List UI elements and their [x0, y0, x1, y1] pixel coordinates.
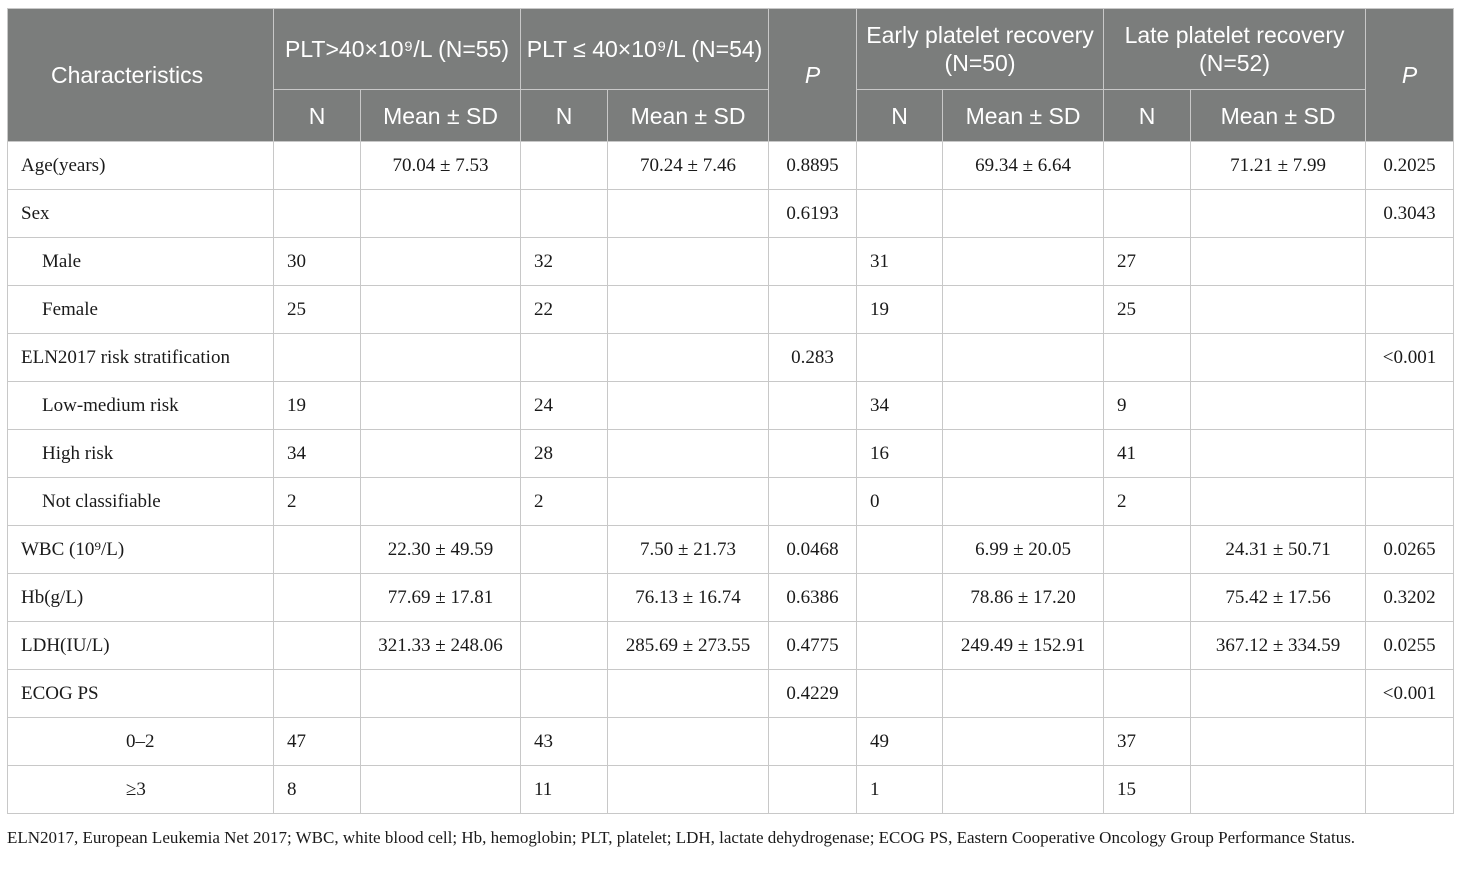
table-cell: 69.34 ± 6.64 [943, 142, 1104, 190]
table-cell: 0.0255 [1366, 622, 1454, 670]
table-cell [274, 190, 361, 238]
header-characteristics: Characteristics [8, 9, 274, 142]
table-cell [857, 526, 943, 574]
table-cell: 0.283 [769, 334, 857, 382]
table-row [8, 718, 1454, 766]
header-n: N [1104, 90, 1191, 142]
table-row [8, 334, 1454, 382]
table-cell [1191, 382, 1366, 430]
table-cell: 75.42 ± 17.56 [1191, 574, 1366, 622]
table-cell [1366, 286, 1454, 334]
header-mean-sd: Mean ± SD [1191, 90, 1366, 142]
table-cell: 19 [857, 286, 943, 334]
table-cell [608, 430, 769, 478]
table-cell: 0.0265 [1366, 526, 1454, 574]
table-cell: 19 [274, 382, 361, 430]
table-cell [274, 622, 361, 670]
characteristics-table [7, 8, 1454, 814]
table-cell [608, 286, 769, 334]
table-cell [361, 718, 521, 766]
table-cell: 34 [274, 430, 361, 478]
row-label: 0–2 [8, 718, 274, 766]
table-cell [1366, 766, 1454, 814]
table-cell: 321.33 ± 248.06 [361, 622, 521, 670]
table-cell [1191, 478, 1366, 526]
row-label: Not classifiable [8, 478, 274, 526]
table-cell: 367.12 ± 334.59 [1191, 622, 1366, 670]
table-cell: 0.4775 [769, 622, 857, 670]
table-cell [1191, 190, 1366, 238]
table-cell [857, 574, 943, 622]
table-cell: 77.69 ± 17.81 [361, 574, 521, 622]
table-cell [521, 334, 608, 382]
table-cell [608, 766, 769, 814]
table-row [8, 382, 1454, 430]
table-cell: 0.6386 [769, 574, 857, 622]
table-cell [1104, 526, 1191, 574]
table-cell [608, 382, 769, 430]
table-cell [943, 430, 1104, 478]
header-group-plt-high: PLT>40×10⁹/L (N=55) [274, 9, 521, 90]
table-cell [943, 766, 1104, 814]
table-cell: 25 [1104, 286, 1191, 334]
table-cell [521, 526, 608, 574]
table-cell [857, 142, 943, 190]
table-row [8, 190, 1454, 238]
table-cell: <0.001 [1366, 334, 1454, 382]
table-cell [361, 766, 521, 814]
table-cell [769, 718, 857, 766]
table-cell [943, 190, 1104, 238]
table-cell: 7.50 ± 21.73 [608, 526, 769, 574]
table-cell: 9 [1104, 382, 1191, 430]
table-cell: 15 [1104, 766, 1191, 814]
table-cell [769, 478, 857, 526]
table-cell: 47 [274, 718, 361, 766]
table-cell [521, 622, 608, 670]
header-n: N [521, 90, 608, 142]
table-cell: 2 [1104, 478, 1191, 526]
table-cell: 0.3202 [1366, 574, 1454, 622]
table-cell [274, 526, 361, 574]
table-cell [1191, 334, 1366, 382]
table-cell: 41 [1104, 430, 1191, 478]
table-cell [1366, 382, 1454, 430]
table-cell: 24.31 ± 50.71 [1191, 526, 1366, 574]
table-cell [1191, 718, 1366, 766]
row-label: LDH(IU/L) [8, 622, 274, 670]
table-cell [361, 190, 521, 238]
row-label: High risk [8, 430, 274, 478]
table-row [8, 622, 1454, 670]
row-label: ≥3 [8, 766, 274, 814]
table-cell [1191, 286, 1366, 334]
row-label: Low-medium risk [8, 382, 274, 430]
table-cell [769, 382, 857, 430]
table-cell [769, 430, 857, 478]
table-cell [769, 238, 857, 286]
header-n: N [274, 90, 361, 142]
table-cell [1366, 718, 1454, 766]
table-cell: 0.3043 [1366, 190, 1454, 238]
table-cell: 0.8895 [769, 142, 857, 190]
table-cell [1191, 766, 1366, 814]
table-cell: 1 [857, 766, 943, 814]
header-mean-sd: Mean ± SD [608, 90, 769, 142]
table-cell: 31 [857, 238, 943, 286]
header-p-value-1: P [769, 9, 857, 142]
table-cell [769, 286, 857, 334]
table-cell: 2 [521, 478, 608, 526]
table-body [8, 142, 1454, 814]
table-cell [943, 670, 1104, 718]
table-cell [608, 334, 769, 382]
table-cell: 71.21 ± 7.99 [1191, 142, 1366, 190]
table-cell [857, 190, 943, 238]
table-cell [1104, 142, 1191, 190]
table-cell: 43 [521, 718, 608, 766]
header-group-late-recovery: Late platelet recovery (N=52) [1104, 9, 1366, 90]
table-cell: 25 [274, 286, 361, 334]
table-cell: 11 [521, 766, 608, 814]
header-group-early-recovery: Early platelet recovery (N=50) [857, 9, 1104, 90]
table-cell [943, 382, 1104, 430]
table-cell [361, 670, 521, 718]
table-cell [361, 286, 521, 334]
table-cell: 24 [521, 382, 608, 430]
table-cell: 22.30 ± 49.59 [361, 526, 521, 574]
table-cell [521, 574, 608, 622]
table-cell: 0.4229 [769, 670, 857, 718]
table-cell [608, 478, 769, 526]
table-footnote: ELN2017, European Leukemia Net 2017; WBC, white blood cell; Hb, hemoglobin; PLT, platelet; LDH, lactate dehydrogenase; ECOG PS, Eastern Cooperative Oncology Group Performance Status. [7, 828, 1356, 847]
header-n: N [857, 90, 943, 142]
table-cell [857, 670, 943, 718]
table-cell: <0.001 [1366, 670, 1454, 718]
table-cell: 8 [274, 766, 361, 814]
table-cell [274, 670, 361, 718]
table-cell [1104, 622, 1191, 670]
table-cell: 6.99 ± 20.05 [943, 526, 1104, 574]
table-row [8, 670, 1454, 718]
table-cell: 28 [521, 430, 608, 478]
table-cell: 0.2025 [1366, 142, 1454, 190]
table-cell [1104, 574, 1191, 622]
table-cell [521, 670, 608, 718]
table-row [8, 430, 1454, 478]
table-cell [521, 142, 608, 190]
table-cell: 37 [1104, 718, 1191, 766]
table-cell [274, 574, 361, 622]
row-label: ELN2017 risk stratification [8, 334, 274, 382]
table-cell: 0.6193 [769, 190, 857, 238]
row-label: Male [8, 238, 274, 286]
table-row [8, 766, 1454, 814]
table-cell [608, 718, 769, 766]
table-cell [1191, 430, 1366, 478]
table-cell: 0 [857, 478, 943, 526]
table-row [8, 286, 1454, 334]
table-cell [608, 238, 769, 286]
table-cell [943, 334, 1104, 382]
table-cell: 249.49 ± 152.91 [943, 622, 1104, 670]
row-label: ECOG PS [8, 670, 274, 718]
table-cell [274, 142, 361, 190]
row-label: Hb(g/L) [8, 574, 274, 622]
row-label: WBC (10⁹/L) [8, 526, 274, 574]
table-cell [1191, 238, 1366, 286]
header-group-plt-low: PLT ≤ 40×10⁹/L (N=54) [521, 9, 769, 90]
table-cell [1104, 190, 1191, 238]
header-mean-sd: Mean ± SD [943, 90, 1104, 142]
table-cell [608, 190, 769, 238]
header-p-value-2: P [1366, 9, 1454, 142]
table-row [8, 238, 1454, 286]
table-cell: 70.04 ± 7.53 [361, 142, 521, 190]
row-label: Sex [8, 190, 274, 238]
table-cell [857, 622, 943, 670]
table-cell: 27 [1104, 238, 1191, 286]
table-cell: 76.13 ± 16.74 [608, 574, 769, 622]
table-cell [361, 382, 521, 430]
table-cell: 22 [521, 286, 608, 334]
table-cell [274, 334, 361, 382]
row-label: Age(years) [8, 142, 274, 190]
table-cell: 49 [857, 718, 943, 766]
table-cell [1366, 478, 1454, 526]
table-cell [361, 430, 521, 478]
table-cell [857, 334, 943, 382]
table-cell [1366, 238, 1454, 286]
table-cell: 30 [274, 238, 361, 286]
table-cell: 78.86 ± 17.20 [943, 574, 1104, 622]
table-cell: 32 [521, 238, 608, 286]
table-row [8, 574, 1454, 622]
table-cell [943, 286, 1104, 334]
table-cell [1191, 670, 1366, 718]
table-cell: 0.0468 [769, 526, 857, 574]
table-cell [1104, 334, 1191, 382]
table-cell [608, 670, 769, 718]
table-cell [943, 718, 1104, 766]
table-cell [361, 478, 521, 526]
row-label: Female [8, 286, 274, 334]
table-cell [769, 766, 857, 814]
table-cell: 16 [857, 430, 943, 478]
table-cell: 70.24 ± 7.46 [608, 142, 769, 190]
table-cell [361, 334, 521, 382]
table-cell: 285.69 ± 273.55 [608, 622, 769, 670]
table-cell: 2 [274, 478, 361, 526]
table-cell [1366, 430, 1454, 478]
table-cell: 34 [857, 382, 943, 430]
table-row [8, 478, 1454, 526]
table-cell [521, 190, 608, 238]
table-cell [943, 478, 1104, 526]
table-row [8, 526, 1454, 574]
table-cell [1104, 670, 1191, 718]
table-row [8, 142, 1454, 190]
table-cell [943, 238, 1104, 286]
header-mean-sd: Mean ± SD [361, 90, 521, 142]
table-cell [361, 238, 521, 286]
